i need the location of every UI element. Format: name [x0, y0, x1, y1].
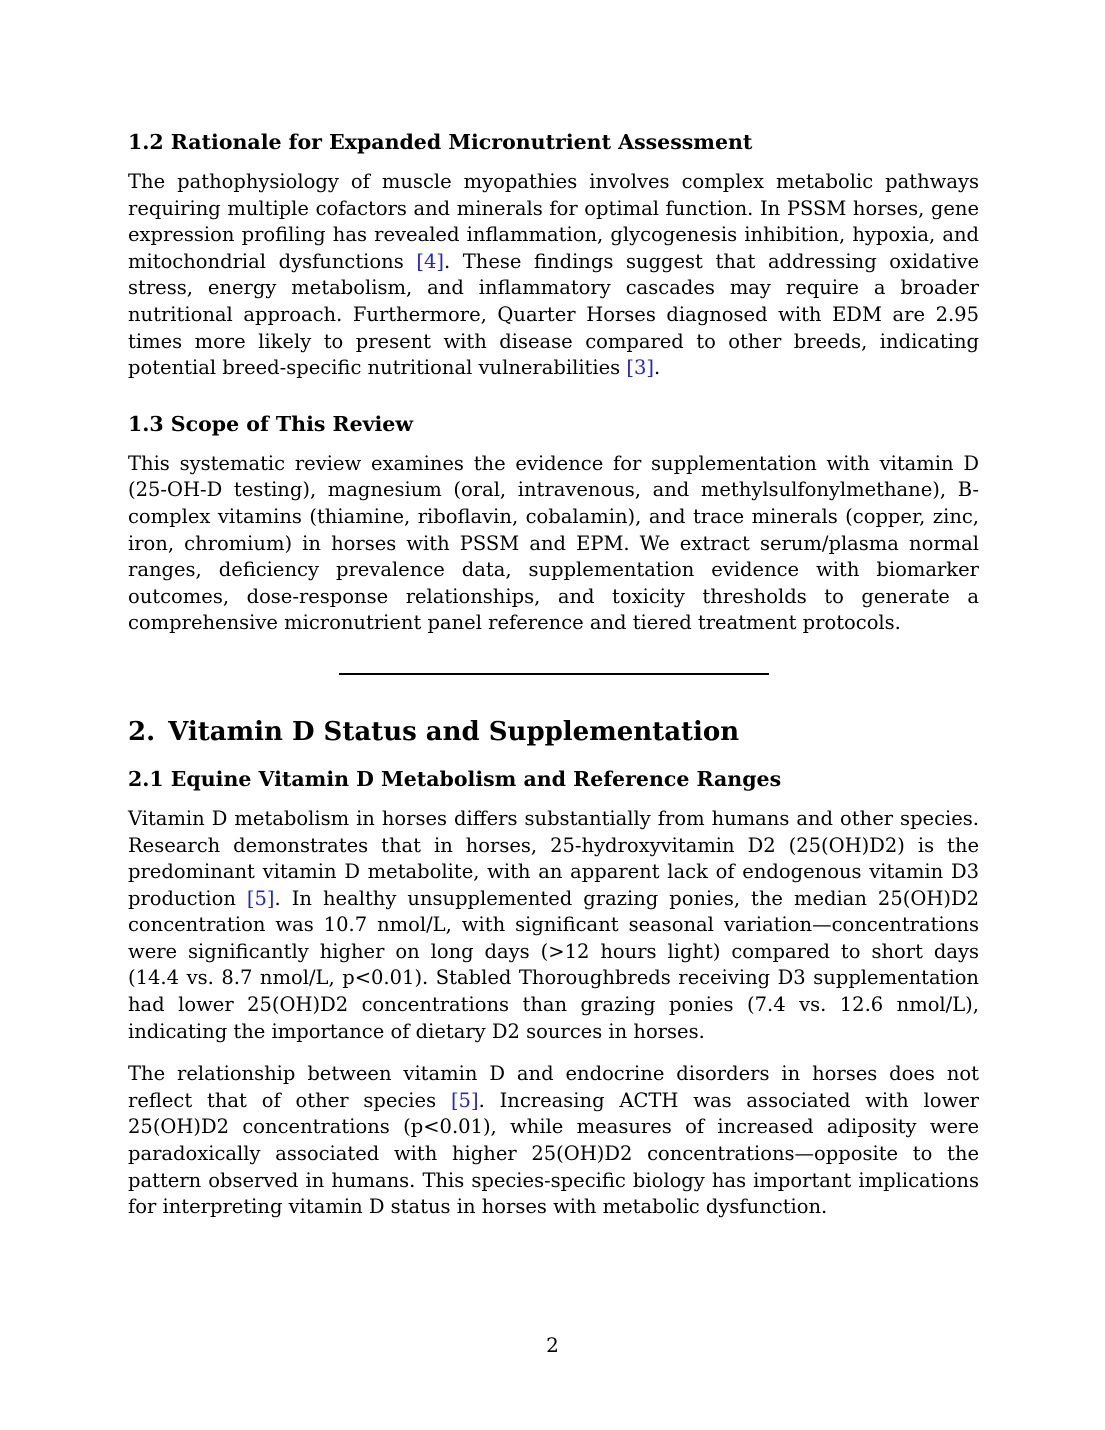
para-vitamin-d-metabolism	[128, 806, 979, 1045]
text-column	[128, 130, 979, 1221]
text-run: This systematic review examines the evidence for supplementation with vitamin D (25-OH-D testing), magnesium (oral, intravenous, and methylsulfonylmethane), B-complex vitamins (thiamine, riboflavin, cobalamin), and trace minerals (copper, zinc, iron, chromium) in horses with PSSM and EPM. We extract serum/plasma normal ranges, deficiency prevalence data, supplementation evidence with biomarker outcomes, dose-response relationships, and toxicity thresholds to generate a comprehensive micronutrient panel reference and tiered treatment protocols.	[128, 451, 979, 635]
section-heading-2	[128, 717, 979, 747]
subsection-heading-1-2: 1.2 Rationale for Expanded Micronutrient Assessment	[128, 130, 753, 154]
text-run: Vitamin D metabolism in horses differs substantially from humans and other species. Research demonstrates that in horses, 25-hydroxyvitamin D2 (25(OH)D2) is the predominant vitamin D metabolite, with an apparent lack of endogenous vitamin D3 production	[128, 806, 979, 910]
citation-link[interactable]: [5]	[450, 1088, 479, 1112]
citation-link[interactable]: [3]	[626, 356, 654, 380]
para-scope	[128, 451, 979, 637]
text-run: The pathophysiology of muscle myopathies involves complex metabolic pathways requiring multiple cofactors and minerals for optimal function. In PSSM horses, gene expression profiling has revealed inflammation, glycogenesis inhibition, hypoxia, and mitochondrial dysfunctions	[128, 170, 979, 273]
section-divider	[339, 673, 769, 675]
subsection-heading-2-1: 2.1 Equine Vitamin D Metabolism and Reference Ranges	[128, 766, 782, 791]
para-rationale	[128, 169, 979, 382]
subsection-heading-1-3: 1.3 Scope of This Review	[128, 411, 413, 436]
citation-link[interactable]: [4]	[416, 249, 444, 273]
section-number: 2.	[128, 716, 156, 747]
text-run: . These findings suggest that addressing oxidative stress, energy metabolism, and inflammatory cascades may require a broader nutritional approach. Furthermore, Quarter Horses diagnosed with EDM are 2.95 times more likely to present with disease compared to other breeds, indicating potential breed-specific nutritional vulnerabilities	[128, 249, 979, 380]
section-title: Vitamin D Status and Supplementation	[168, 716, 740, 747]
para-vitamin-d-endocrine	[128, 1061, 979, 1221]
text-run: The relationship between vitamin D and endocrine disorders in horses does not reflect that of other species	[128, 1062, 979, 1112]
text-run: . In healthy unsupplemented grazing ponies, the median 25(OH)D2 concentration was 10.7 nmol/L, with significant seasonal variation—concentrations were significantly higher on long days (>12 hours light) compared to short days (14.4 vs. 8.7 nmol/L, p<0.01). Stabled Thoroughbreds receiving D3 supplementation had lower 25(OH)D2 concentrations than grazing ponies (7.4 vs. 12.6 nmol/L), indicating the importance of dietary D2 sources in horses.	[128, 886, 979, 1043]
text-run: .	[654, 356, 661, 380]
citation-link[interactable]: [5]	[246, 886, 275, 910]
text-run: . Increasing ACTH was associated with lower 25(OH)D2 concentrations (p<0.01), while measures of increased adiposity were paradoxically associated with higher 25(OH)D2 concentrations—opposite to the pattern observed in humans. This species-specific biology has important implications for interpreting vitamin D status in horses with metabolic dysfunction.	[128, 1088, 979, 1219]
page-number: 2	[546, 1333, 559, 1357]
